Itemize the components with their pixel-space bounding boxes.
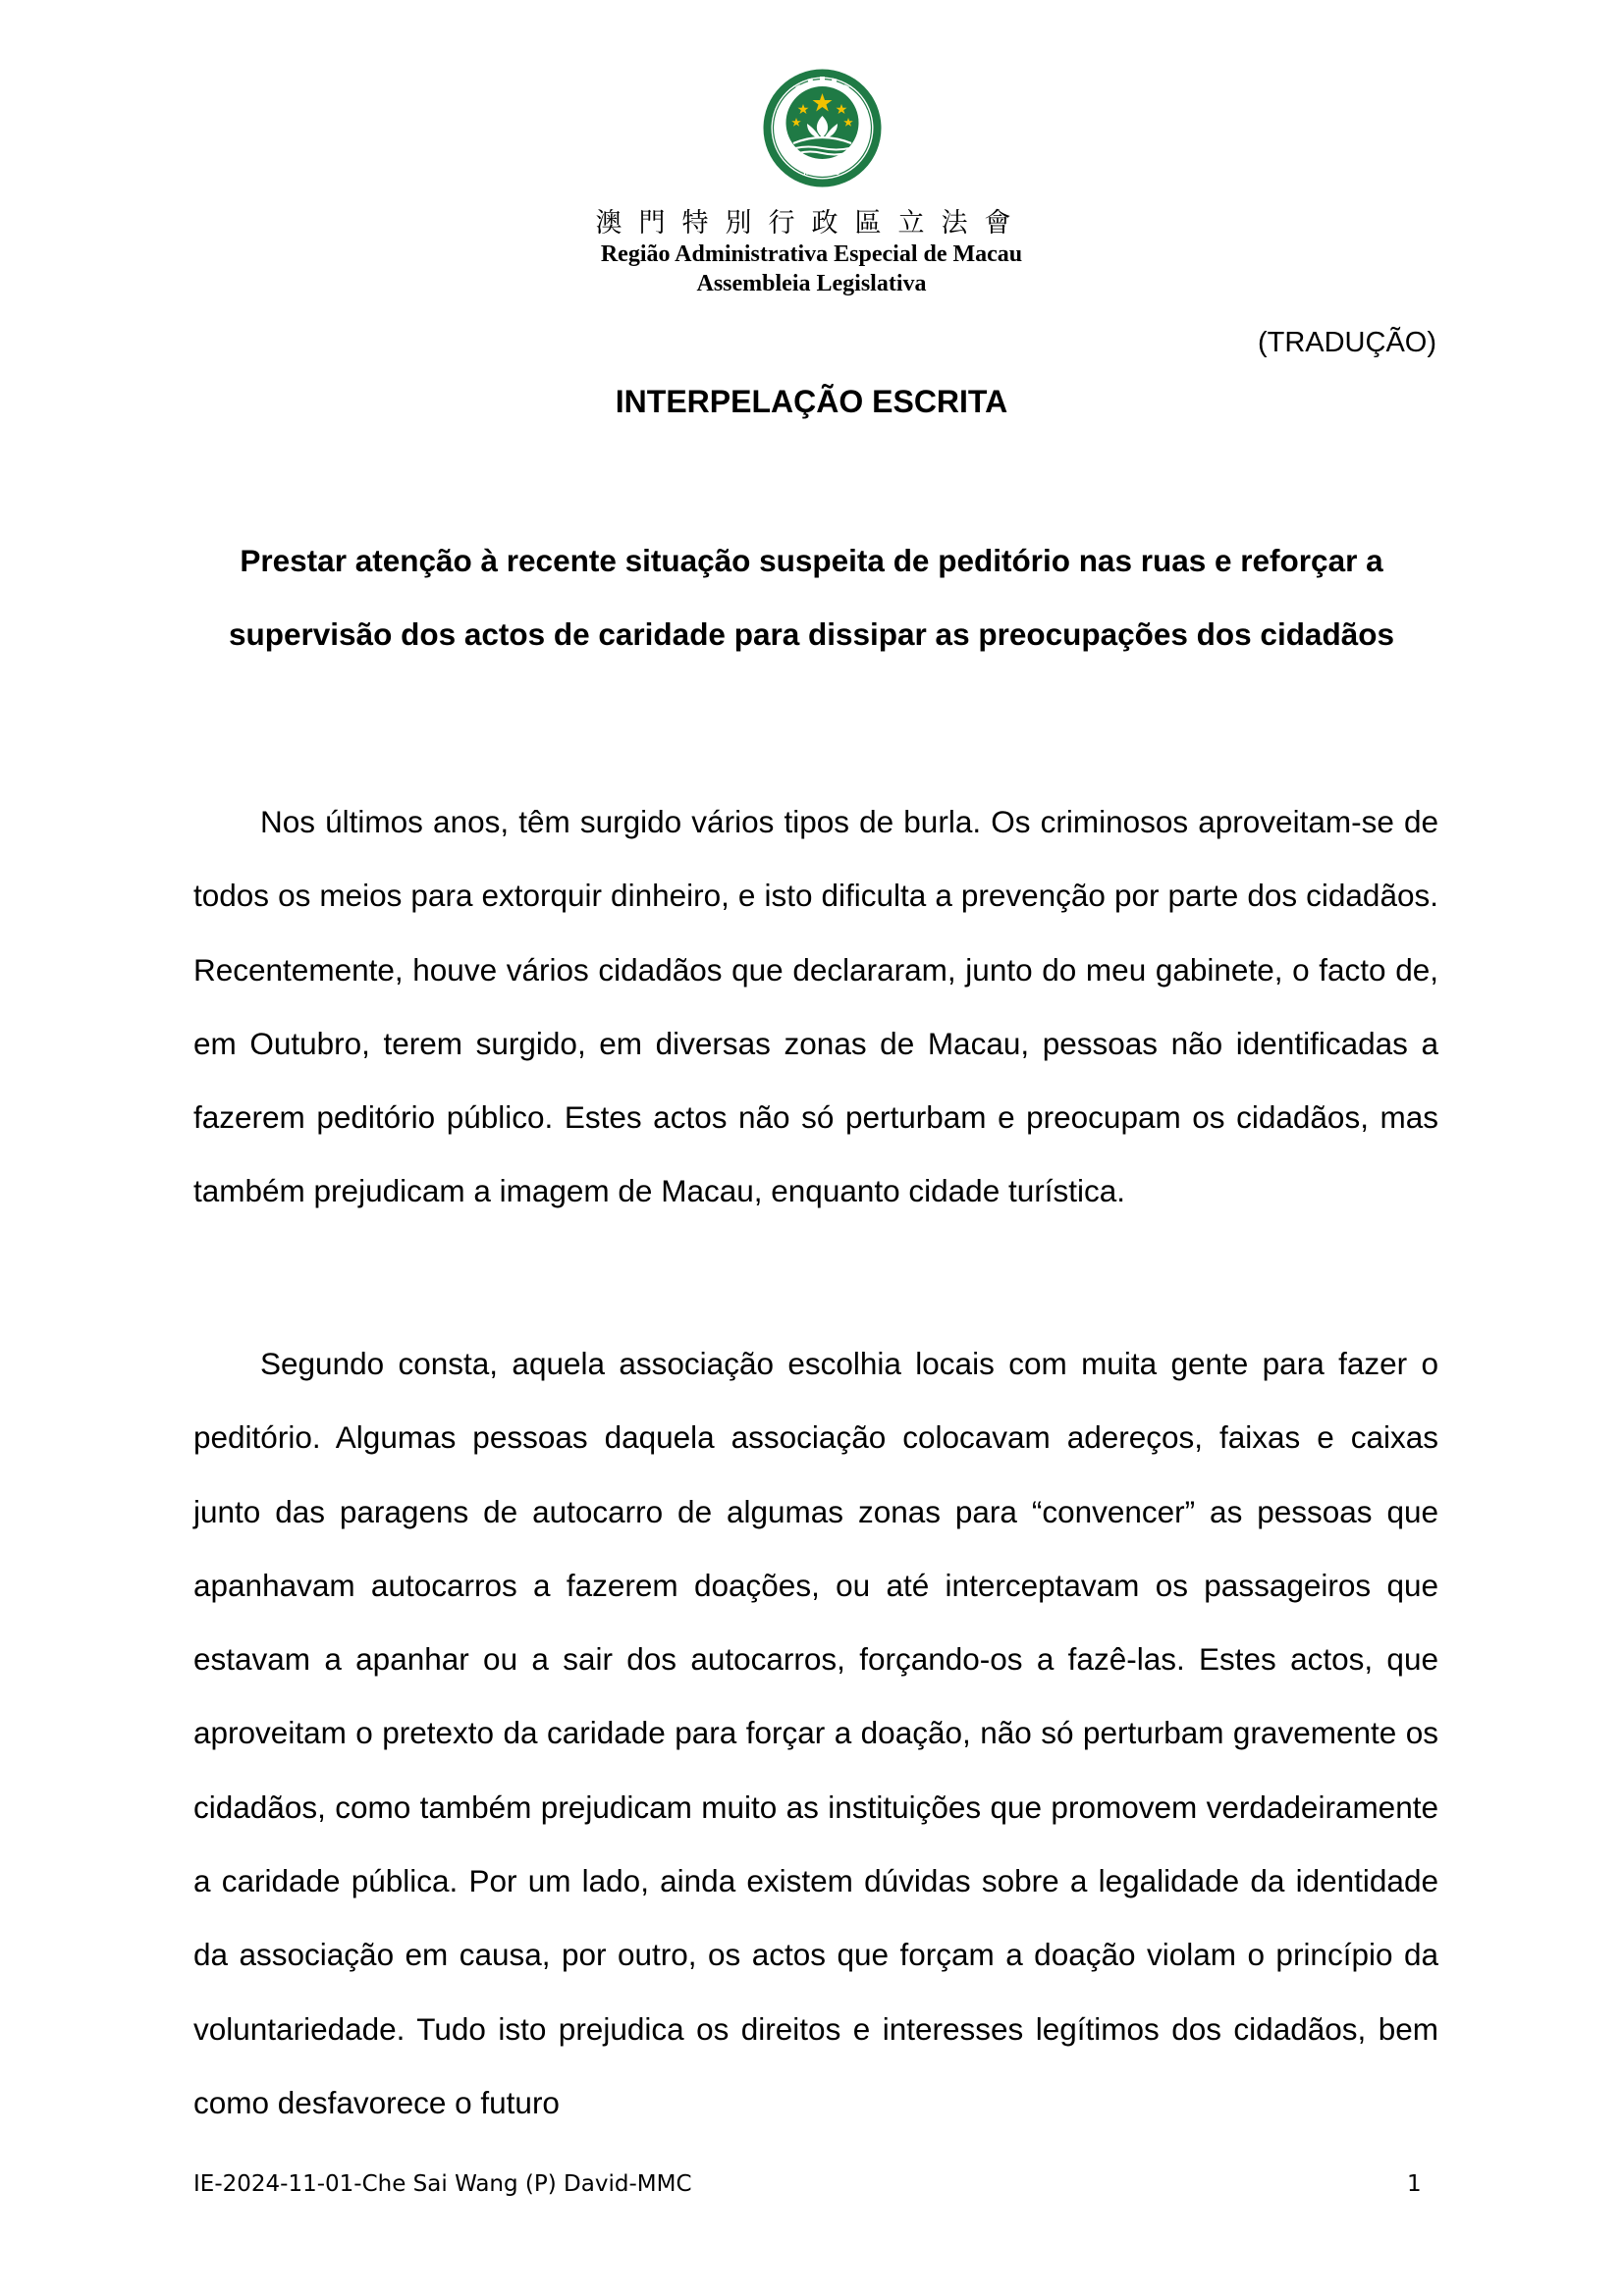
body-paragraph-2: Segundo consta, aquela associação escolhia locais com muita gente para fazer o peditório. Algumas pessoas daquela associação colocavam adereços, faixas e caixas junto das paragens de autocarro de algumas zonas para “convencer” as pessoas que apanhavam autocarros a fazerem doações, ou até interceptavam os passageiros que estavam a apanhar ou a sair dos autocarros, forçando-os a fazê-las. Estes actos, que aproveitam o pretexto da caridade para forçar a doação, não só perturbam gravemente os cidadãos, como também prejudicam muito as instituições que promovem verdadeiramente a caridade pública. Por um lado, ainda existem dúvidas sobre a legalidade da identidade da associação em causa, por outro, os actos que forçam a doação violam o princípio da voluntariedade. Tudo isto prejudica os direitos e interesses legítimos dos cidadãos, bem como desfavorece o futuro (193, 1346, 1438, 2120)
document-title: INTERPELAÇÃO ESCRITA (615, 384, 1008, 419)
translation-note: (TRADUÇÃO) (1257, 327, 1436, 358)
body-paragraph-1-container (193, 785, 1438, 1229)
subject-line-1: Prestar atenção à recente situação suspeita de peditório nas ruas e reforçar a (240, 543, 1383, 578)
macau-emblem-icon (761, 67, 884, 189)
body-paragraph-2-container (193, 1327, 1438, 2140)
header-assembly: Assembleia Legislativa (696, 271, 927, 296)
subject-heading (187, 524, 1436, 671)
page-number: 1 (1407, 2171, 1422, 2197)
header-region: Região Administrativa Especial de Macau (600, 241, 1023, 267)
header-chinese-name: 澳門特別行政區立法會 (595, 208, 1028, 239)
subject-line-2: supervisão dos actos de caridade para dissipar as preocupações dos cidadãos (229, 616, 1394, 652)
body-paragraph-1: Nos últimos anos, têm surgido vários tipos de burla. Os criminosos aproveitam-se de todos os meios para extorquir dinheiro, e isto dificulta a prevenção por parte dos cidadãos. Recentemente, houve vários cidadãos que declararam, junto do meu gabinete, o facto de, em Outubro, terem surgido, em diversas zonas de Macau, pessoas não identificadas a fazerem peditório público. Estes actos não só perturbam e preocupam os cidadãos, mas também prejudicam a imagem de Macau, enquanto cidade turística. (193, 804, 1438, 1209)
emblem-label: MACAU (803, 167, 841, 177)
footer-reference: IE-2024-11-01-Che Sai Wang (P) David-MMC (193, 2171, 692, 2197)
